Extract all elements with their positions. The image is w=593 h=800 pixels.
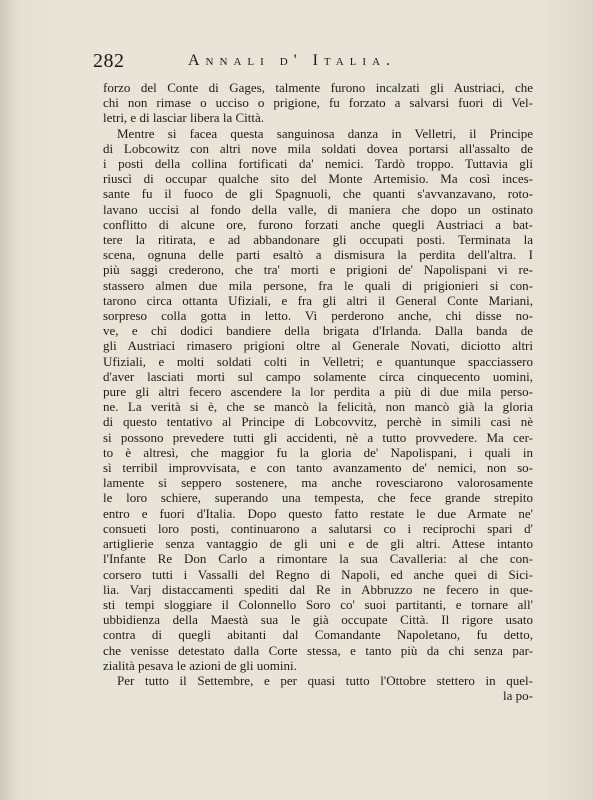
text-line: sì terribil improvvisata, e con tanto avanzamento de' nemici, non so- bbox=[103, 460, 533, 476]
text-line: lavano uccisi al fondo della valle, di maniera che dopo un ostinato bbox=[103, 201, 533, 217]
text-line: chi non rimase o ucciso o prigione, fu forzato a salvarsi fuori di Vel- bbox=[103, 95, 533, 111]
text-line: l'Infante Re Don Carlo a rimontare la sua Cavalleria: al che con- bbox=[103, 551, 533, 567]
text-line: che venisse detestato dalla Corte stessa, e tanto più da chi senza par- bbox=[103, 642, 533, 658]
text-line: i posti della collina fortificati da' nemici. Tardò troppo. Tuttavia gli bbox=[103, 156, 533, 172]
text-line: scena, ognuna delle parti esaltò a dismisura la perdita dell'altra. I bbox=[103, 247, 533, 263]
text-line: tarono circa ottanta Ufiziali, e fra gli altri il General Conte Mariani, bbox=[103, 292, 533, 308]
text-line: lia. Varj distaccamenti spediti dal Re in Abbruzzo ne fecero in que- bbox=[103, 581, 533, 597]
text-line: le loro schiere, superando una tempesta, che fece grande strepito bbox=[103, 490, 533, 506]
text-line: to è altresì, che maggior fu la gloria de' Napolispani, i quali in bbox=[103, 444, 533, 460]
text-line: più saggi crederono, che tra' morti e prigioni de' Napolispani vi re- bbox=[103, 262, 533, 278]
text-line: ne. La verità si è, che se mancò la felicità, non mancò già la gloria bbox=[103, 399, 533, 415]
text-line: entro e fuori d'Italia. Dopo questo fatto restate le due Armate ne' bbox=[103, 505, 533, 521]
text-line: di Lobcowitz con altri nove mila soldati dovea portarsi all'assalto de bbox=[103, 140, 533, 156]
text-line: pure gli altri fecero ascendere la lor perdita a più di due mila perso- bbox=[103, 384, 533, 400]
body-text bbox=[103, 80, 533, 703]
text-line: la po- bbox=[503, 688, 533, 704]
text-line: corsero tutti i Vassalli del Regno di Napoli, ed anche quei di Sici- bbox=[103, 566, 533, 582]
text-line: sti tempi sloggiare il Colonnello Soro co' suoi partitanti, e tornare all' bbox=[103, 596, 533, 612]
text-line: Ufiziali, e molti soldati colti in Velletri; e quantunque spacciassero bbox=[103, 353, 533, 369]
text-line: contra di quegli abitanti dal Comandante Napoletano, fu detto, bbox=[103, 627, 533, 643]
text-line: forzo del Conte di Gages, talmente furono incalzati gli Austriaci, che bbox=[103, 80, 533, 95]
text-line: ve, e chi dodici bandiere della brigata d'Irlanda. Dalla banda de bbox=[103, 323, 533, 339]
text-line: Mentre si facea questa sanguinosa danza in Velletri, il Principe bbox=[117, 125, 533, 141]
page-header bbox=[93, 50, 453, 74]
text-line: di questo tentativo al Principe di Lobcovvitz, perchè in simili casi nè bbox=[103, 414, 533, 430]
text-line: artiglierie senza vantaggio de gli uni e de gli altri. Attese intanto bbox=[103, 536, 533, 552]
running-title: Annali d' Italia. bbox=[188, 52, 397, 69]
text-line: gli Austriaci rimasero prigioni oltre al Generale Novati, diciotto altri bbox=[103, 338, 533, 354]
text-line: sante fu il fuoco de gli Spagnuoli, che quanti s'avvanzavano, roto- bbox=[103, 186, 533, 202]
text-line: lamente si seppero sostenere, ma anche rovesciarono valorosamente bbox=[103, 475, 533, 491]
text-line: consueti loro posti, continuarono a salutarsi co i reciprochi spari d' bbox=[103, 520, 533, 536]
text-line: tere la ritirata, e ad abbandonare gli occupati posti. Terminata la bbox=[103, 232, 533, 248]
text-line: zialità pesava le azioni de gli uomini. bbox=[103, 657, 297, 673]
text-line: si possono prevedere tutti gli accidenti, nè a tutto provvedere. Ma cer- bbox=[103, 429, 533, 445]
text-line: conflitto di alcune ore, furono forzati anche quegli Austriaci a bat- bbox=[103, 216, 533, 232]
text-line: riuscì di occupar qualche sito del Monte Artemisio. Ma così inces- bbox=[103, 171, 533, 187]
text-line: Per tutto il Settembre, e per quasi tutto l'Ottobre stettero in quel- bbox=[117, 672, 533, 688]
text-line: ubbidienza della Maestà sua le già occupate Città. Il rigore usato bbox=[103, 612, 533, 628]
text-line: stassero almen due mila persone, fra le quali di prigionieri si con- bbox=[103, 277, 533, 293]
text-line: letri, e di lasciar libera la Città. bbox=[103, 110, 264, 126]
text-line: d'aver lasciati morti sul campo solamente circa cinquecento uomini, bbox=[103, 368, 533, 384]
page-number: 282 bbox=[93, 50, 125, 72]
text-line: sorpreso colla gotta in letto. Vi perderono anche, chi disse no- bbox=[103, 308, 533, 324]
